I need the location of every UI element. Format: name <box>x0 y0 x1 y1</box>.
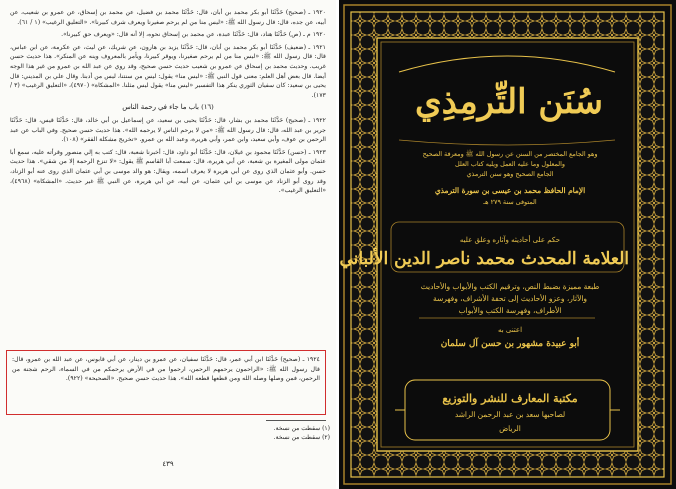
cover-notes-line-1: طبعة مميزة بضبط النص، وترقيم الكتب والأبواب والأحاديث <box>420 282 600 291</box>
footnotes <box>160 424 330 442</box>
hadith-entry-1922: ١٩٢٢ ـ (صحيح) حَدَّثَنَا محمد بن بشار، قال: حَدَّثَنَا يحيى بن سعيد، عن إسماعيل بن أبي خالد، قال: حَدَّثَنَا قيس، قال: حَدَّثَنَا جرير بن عبد الله، قال: قال رسول الله ﷺ: «من لا يرحم الناس لا يرحمه الله». هذا حديث حسن صحيح. وفي الباب عن عبد الرحمن بن عوف، وأبي سعيد، وابن عمر، وأبي هريرة، وعبد الله بن عمرو. «تخريج مشكلة الفقر» (١٠٨). <box>10 116 326 144</box>
scanned-page <box>0 0 336 489</box>
hadith-entry-1920m: ١٩٢٠ م ـ (ص) حَدَّثَنَا هناد، قال: حَدَّثَنَا عبدة، عن محمد بن إسحاق نحوه، إلا أنه قال: «ويعرف حق كبيرنا». <box>61 31 326 39</box>
footnote-rule <box>266 420 326 421</box>
cover-subtitle-line-3: الجامع الصحيح وهو سنن الترمذي <box>466 170 554 178</box>
section-title: (١٦) باب ما جاء في رحمة الناس <box>122 103 214 112</box>
cover-notes-line-3: الأطراف، وفهرسة الكتب والأبواب <box>458 306 562 315</box>
cover-author: الإمام الحافظ محمد بن عيسى بن سورة الترمذي <box>434 186 586 195</box>
highlight-box <box>6 350 326 415</box>
cover-publisher: مكتبة المعارف للنشر والتوزيع <box>442 392 578 405</box>
cover-care-label: اعتنى به <box>497 326 523 334</box>
footnote-2: (٢) سقطت من نسخة. <box>273 434 330 441</box>
cover-publisher-owner: لصاحبها سعد بن عبد الرحمن الراشد <box>454 410 566 419</box>
hadith-entry-1924: ١٩٢٤ ـ (صحيح) حَدَّثَنَا ابن أبي عمر، قال: حَدَّثَنَا سفيان، عن عمرو بن دينار، عن أبي قابوس، عن عبد الله بن عمرو، قال: قال رسول الله ﷺ: «الراحمون يرحمهم الرحمن، ارحموا من في الأرض يرحمكم من في السماء، الرحم شجنة من الرحمن، فمن وصلها وصله الله ومن قطعها قطعه الله». هذا حديث حسن صحيح. «الصحيحة» (٩٢٢). <box>12 356 320 383</box>
hadith-entry-1923: ١٩٢٣ ـ (حسن) حَدَّثَنَا محمود بن غيلان، قال: حَدَّثَنَا أبو داود، قال: أخبرنا شعبة، قال: كتب به إلي منصور وقرأته عليه، سمع أبا عثمان مولى المغيرة بن شعبة، عن أبي هريرة، قال: سمعت أبا القاسم ﷺ يقول: «لا تنزع الرحمة إلا من شقي». هذا حديث حسن. وأبو عثمان الذي روى عن أبي هريرة لا يعرف اسمه، ويقال: هو والد موسى بن أبي عثمان الذي روى عنه أبو الزناد، وقد روى أبو الزناد عن موسى بن أبي عثمان، عن أبيه، عن أبي هريرة، عن النبي ﷺ غير حديث. «المشكاة» (٤٩٦٨)، «التعليق الرغيب». <box>10 148 326 195</box>
hadith-entry-1921: ١٩٢١ ـ (ضعيف) حَدَّثَنَا أبو بكر محمد بن أبان، قال: حَدَّثَنَا يزيد بن هارون، عن شريك، عن ليث، عن عكرمة، عن ابن عباس، قال: قال رسول الله ﷺ: «ليس منا من لم يرحم صغيرنا، ويوقر كبيرنا، ويأمر بالمعروف وينه عن المنكر». هذا حديث حسن غريب. وحديث محمد بن إسحاق عن عمرو بن شعيب حديث حسن صحيح، وقد روي عن عبد الله بن عمرو من غير هذا الوجه أيضا. قال بعض أهل العلم: معنى قول النبي ﷺ: «ليس منا» يقول: ليس من سنتنا، ليس من أدبنا. وقال علي بن المديني: قال يحيى بن سعيد: كان سفيان الثوري ينكر هذا التفسير «ليس منا» يقول ليس مثلنا. «المشكاة» (٤٩٧٠)، «التعليق الرغيب» (٣ / ١٧٣). <box>10 43 326 99</box>
hadith-entry-1920: ١٩٢٠ ـ (صحيح) حَدَّثَنَا أبو بكر محمد بن أبان، قال: حَدَّثَنَا محمد بن فضيل، عن محمد بن إسحاق، عن عمرو بن شعيب، عن أبيه، عن جده، قال: قال رسول الله ﷺ: «ليس منا من لم يرحم صغيرنا ويعرف شرف كبيرنا». «التعليق الرغيب» (١ / ٦١). <box>10 9 326 26</box>
cover-subtitle-line-1: وهو الجامع المختصر من السنن عن رسول الله ﷺ ومعرفة الصحيح <box>422 150 598 158</box>
cover-judged-by: حكم على أحاديثه وآثاره وعلق عليه <box>459 236 561 244</box>
cover-notes-line-2: والآثار، وعزو الأحاديث إلى تحفة الأشراف، وفهرسة <box>433 294 587 303</box>
cover-subtitle-line-2: والمعلول وما عليه العمل ويليه كتاب العلل <box>455 160 565 168</box>
page-text-column <box>10 8 326 199</box>
cover-city: الرياض <box>499 424 521 433</box>
footnote-1: (١) سقطت من نسخة. <box>273 425 330 432</box>
cover-scholar-name: العلامة المحدث محمد ناصر الدين الألباني <box>339 249 629 269</box>
cover-title: سُنَن التِّرمِذِي <box>415 82 603 122</box>
book-cover <box>339 0 676 489</box>
cover-editor: أبو عبيدة مشهور بن حسن آل سلمان <box>440 339 580 349</box>
page-number: ٤٣٩ <box>162 460 174 468</box>
cover-death-date: المتوفى سنة ٢٧٩ هـ <box>483 198 537 206</box>
